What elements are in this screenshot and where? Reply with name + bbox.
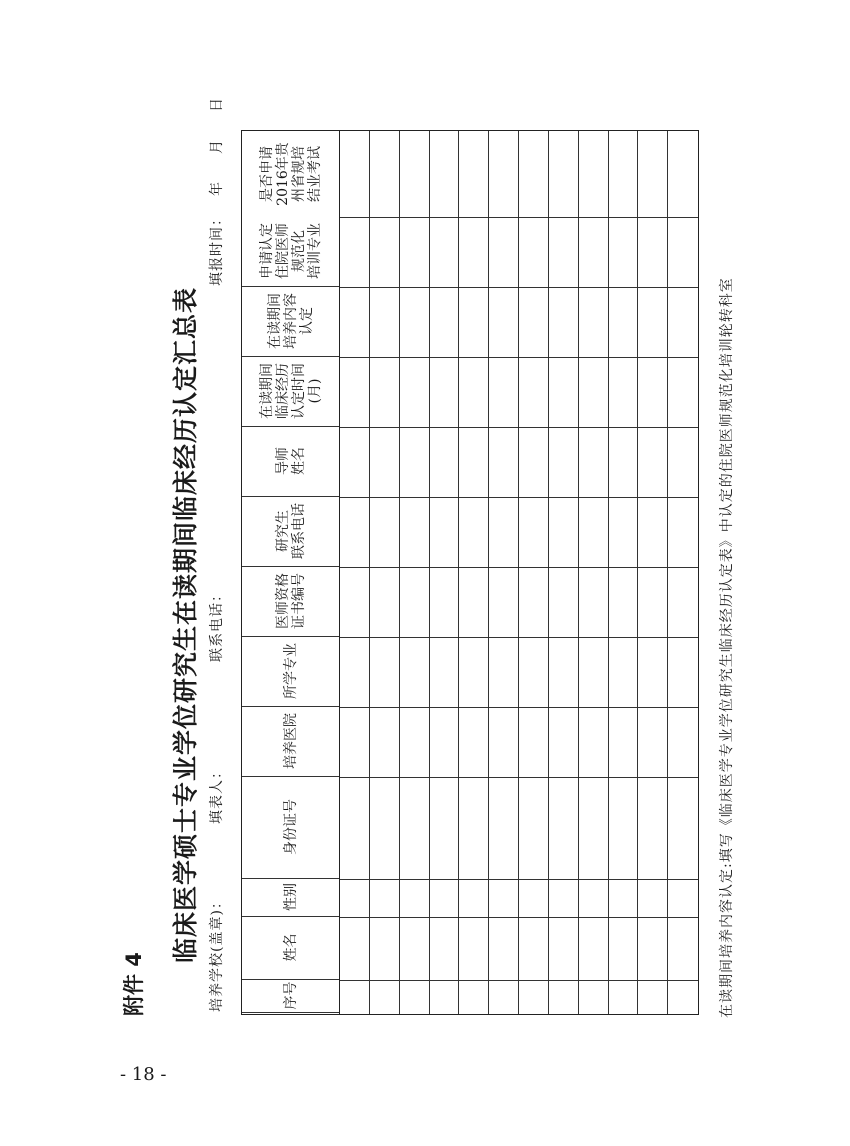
table-row[interactable]	[667, 131, 697, 1014]
date-units: 年月日	[209, 70, 225, 196]
table-row[interactable]	[548, 131, 578, 1014]
table-row[interactable]	[399, 131, 429, 1014]
column-header-9	[242, 357, 339, 427]
column-header-label: 在读期间 临床经历 认定时间 (月)	[258, 363, 323, 419]
column-header-12	[242, 131, 339, 217]
footnote: 在读期间培养内容认定:填写《临床医学专业学位研究生临床经历认定表》中认定的住院医师规范化培训轮转科室	[719, 277, 735, 1018]
summary-table	[241, 130, 699, 1015]
column-header-8	[242, 427, 339, 497]
table-row[interactable]	[488, 131, 518, 1014]
column-header-6	[242, 567, 339, 637]
column-header-10	[242, 287, 339, 357]
table-row[interactable]	[608, 131, 638, 1014]
table-row[interactable]	[339, 131, 369, 1014]
column-header-7	[242, 497, 339, 567]
table-row[interactable]	[458, 131, 488, 1014]
table-row[interactable]	[429, 131, 459, 1014]
column-header-2	[242, 879, 339, 917]
column-header-3	[242, 777, 339, 879]
column-header-4	[242, 707, 339, 777]
table-row[interactable]	[578, 131, 608, 1014]
column-header-label: 医师资格 证书编号	[274, 573, 307, 629]
column-header-11	[242, 217, 339, 287]
column-header-label: 在读期间 培养内容 认定	[266, 293, 315, 349]
table-row[interactable]	[369, 131, 399, 1014]
column-header-label: 研究生 联系电话	[274, 503, 307, 559]
column-header-0	[242, 980, 339, 1013]
date-label: 填报时间：	[209, 211, 225, 286]
column-header-label: 性别	[282, 883, 299, 911]
column-header-label: 培养医院	[282, 713, 299, 769]
page-number: - 18 -	[120, 1064, 167, 1085]
column-header-label: 身份证号	[282, 799, 299, 855]
filler-label: 填表人：	[209, 764, 225, 824]
column-header-1	[242, 917, 339, 980]
column-header-label: 序号	[282, 981, 299, 1010]
column-header-label: 是否申请 2016年贵 州省规培 结业考试	[258, 142, 323, 206]
table-row[interactable]	[637, 131, 667, 1014]
column-header-label: 导师 姓名	[274, 447, 307, 475]
page-title: 临床医学硕士专业学位研究生在读期间临床经历认定汇总表	[171, 287, 200, 964]
column-header-label: 申请认定 住院医师 规范化 培训专业	[258, 223, 323, 279]
phone-label: 联系电话：	[209, 587, 225, 662]
table-row[interactable]	[518, 131, 548, 1014]
school-label: 培养学校(盖章)：	[209, 894, 225, 1012]
column-header-label: 所学专业	[282, 643, 299, 699]
column-header-label: 姓名	[282, 933, 299, 962]
annex-label: 附件 4	[122, 952, 146, 1016]
column-header-5	[242, 637, 339, 707]
